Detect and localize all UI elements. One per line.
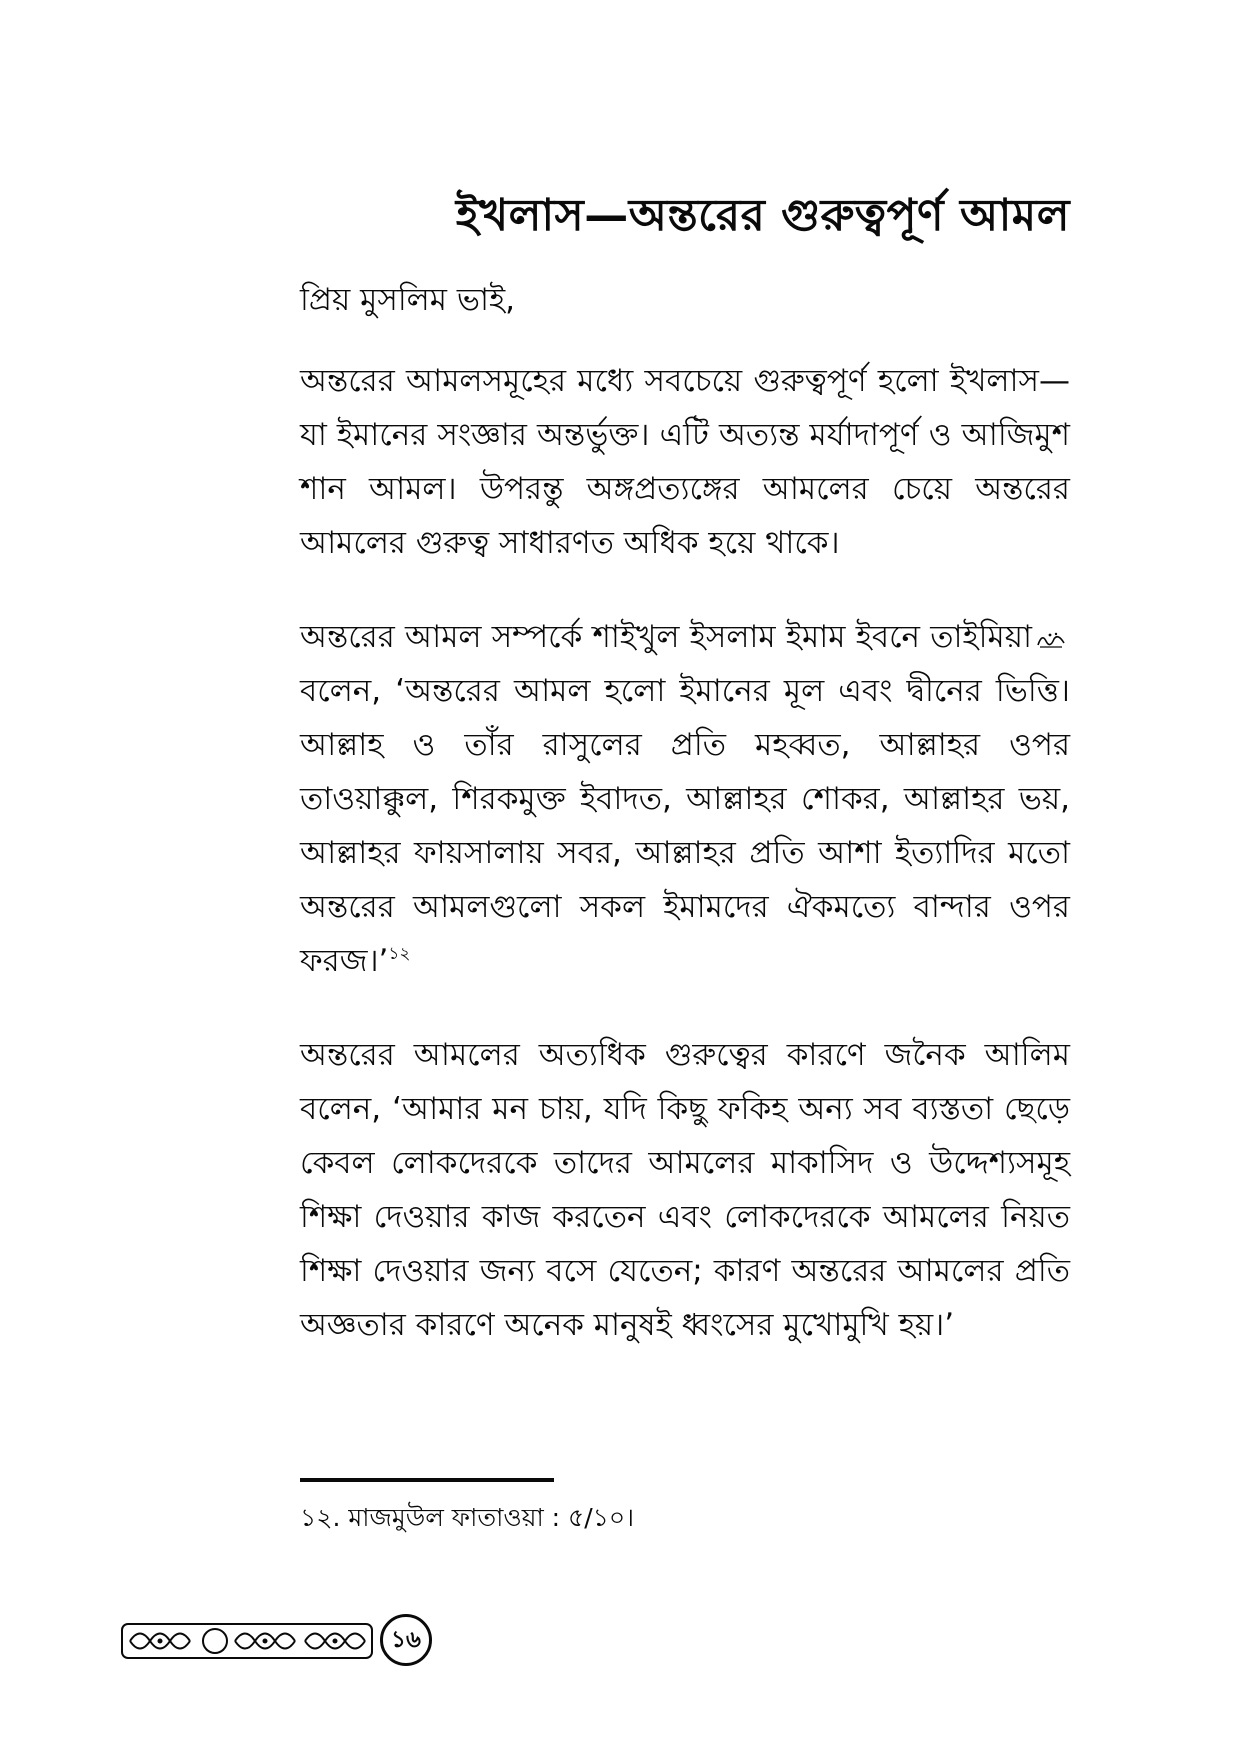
footnote: ১২. মাজমুউল ফাতাওয়া : ৫/১০। bbox=[300, 1503, 635, 1532]
footnote-reference[interactable]: ১২ bbox=[388, 944, 411, 965]
paragraph-2-quote: বলেন, ‘অন্তরের আমল হলো ইমানের মূল এবং দ্বীনের ভিত্তি। আল্লাহ ও তাঁর রাসুলের প্রতি মহব্বত, আল্লাহর ওপর তাওয়াক্কুল, শিরকমুক্ত ইবাদত, আল্লাহর শোকর, আল্লাহর ভয়, আল্লাহর ফায়সালায় সবর, আল্লাহর প্রতি আশা ইত্যাদির মতো অন্তরের আমলগুলো সকল ইমামদের ঐকমত্যে বান্দার ওপর ফরজ।’ bbox=[300, 673, 1070, 980]
paragraph-2 bbox=[300, 610, 1070, 988]
page-title: ইখলাস—অন্তরের গুরুত্বপূর্ণ আমল bbox=[455, 190, 1070, 241]
paragraph-3: অন্তরের আমলের অত্যধিক গুরুত্বের কারণে জনৈক আলিম বলেন, ‘আমার মন চায়, যদি কিছু ফকিহ অন্য সব ব্যস্ততা ছেড়ে কেবল লোকদেরকে তাদের আমলের মাকাসিদ ও উদ্দেশ্যসমূহ শিক্ষা দেওয়ার কাজ করতেন এবং লোকদেরকে আমলের নিয়ত শিক্ষা দেওয়ার জন্য বসে যেতেন; কারণ অন্তরের আমলের প্রতি অজ্ঞতার কারণে অনেক মানুষই ধ্বংসের মুখোমুখি হয়।’ bbox=[300, 1037, 1070, 1344]
footnote-divider bbox=[300, 1478, 554, 1482]
salutation: প্রিয় মুসলিম ভাই, bbox=[300, 281, 515, 318]
page-number: ১৬ bbox=[380, 1614, 432, 1666]
honorific-calligraphy-icon bbox=[1036, 629, 1066, 649]
page-body bbox=[300, 190, 1070, 1392]
paragraph-1: অন্তরের আমলসমূহের মধ্যে সবচেয়ে গুরুত্বপূর্ণ হলো ইখলাস—যা ইমানের সংজ্ঞার অন্তর্ভুক্ত। এটি অত্যন্ত মর্যাদাপূর্ণ ও আজিমুশ শান আমল। উপরন্তু অঙ্গপ্রত্যঙ্গের আমলের চেয়ে অন্তরের আমলের গুরুত্ব সাধারণত অধিক হয়ে থাকে। bbox=[300, 363, 1070, 562]
paragraph-2-lead: অন্তরের আমল সম্পর্কে শাইখুল ইসলাম ইমাম ইবনে তাইমিয়া bbox=[300, 619, 1032, 656]
